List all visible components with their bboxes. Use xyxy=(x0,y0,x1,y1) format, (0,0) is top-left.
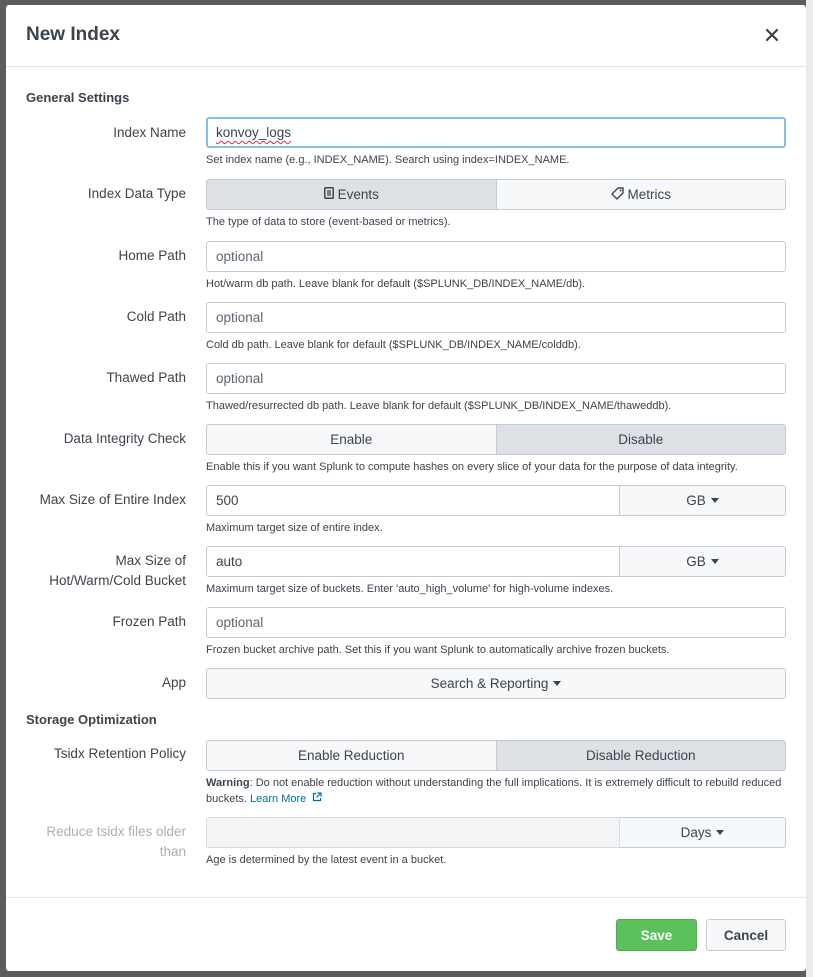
reduce-tsidx-unit-dropdown[interactable] xyxy=(620,817,786,848)
max-size-bucket-label xyxy=(6,551,186,591)
frozen-path-control xyxy=(206,607,786,638)
max-size-index-unit-label: GB xyxy=(686,493,706,508)
thawed-path-help: Thawed/resurrected db path. Leave blank for default ($SPLUNK_DB/INDEX_NAME/thaweddb). xyxy=(206,400,672,412)
index-name-label: Index Name xyxy=(113,125,186,140)
cold-path-label: Cold Path xyxy=(126,309,186,324)
reduce-tsidx-label-line2: than xyxy=(159,844,186,859)
tsidx-policy-warning xyxy=(206,775,786,807)
learn-more-label: Learn More xyxy=(250,793,307,805)
app-control xyxy=(206,668,786,699)
close-icon[interactable] xyxy=(764,27,780,43)
index-data-type-help: The type of data to store (event-based or metrics). xyxy=(206,216,451,228)
external-link-icon xyxy=(312,791,322,807)
max-size-bucket-unit-dropdown[interactable] xyxy=(620,546,786,577)
new-index-dialog xyxy=(6,5,806,971)
cancel-button[interactable]: Cancel xyxy=(706,919,786,951)
data-integrity-disable-button[interactable]: Disable xyxy=(497,424,787,455)
home-path-help: Hot/warm db path. Leave blank for default ($SPLUNK_DB/INDEX_NAME/db). xyxy=(206,278,586,290)
app-select-value: Search & Reporting xyxy=(430,676,549,691)
app-label: App xyxy=(161,675,186,690)
max-size-index-help: Maximum target size of entire index. xyxy=(206,522,383,534)
max-size-index-combo xyxy=(206,485,786,516)
page-backdrop xyxy=(806,0,813,977)
max-size-bucket-label-line1: Max Size of xyxy=(115,553,186,568)
chevron-down-icon xyxy=(711,498,719,503)
warning-label: Warning xyxy=(206,777,250,789)
save-button[interactable]: Save xyxy=(616,919,697,951)
events-option-button[interactable] xyxy=(206,179,497,210)
thawed-path-input[interactable]: optional xyxy=(206,363,786,394)
data-integrity-enable-button[interactable]: Enable xyxy=(206,424,497,455)
max-size-index-control xyxy=(206,485,786,516)
home-path-input[interactable]: optional xyxy=(206,241,786,272)
learn-more-link[interactable] xyxy=(250,793,322,805)
cold-path-help: Cold db path. Leave blank for default ($SPLUNK_DB/INDEX_NAME/colddb). xyxy=(206,339,581,351)
tsidx-policy-toggle xyxy=(206,740,786,771)
index-data-type-toggle xyxy=(206,179,786,210)
data-integrity-help: Enable this if you want Splunk to compute hashes on every slice of your data for the purpose of data integrity. xyxy=(206,461,738,473)
chevron-down-icon xyxy=(553,681,561,686)
index-name-control xyxy=(206,117,786,148)
reduce-tsidx-control xyxy=(206,817,786,848)
home-path-control xyxy=(206,241,786,272)
chevron-down-icon xyxy=(716,830,724,835)
dialog-header xyxy=(6,5,806,67)
max-size-bucket-label-line2: Hot/Warm/Cold Bucket xyxy=(49,573,186,588)
data-integrity-label: Data Integrity Check xyxy=(63,431,186,446)
events-option-label: Events xyxy=(337,187,379,202)
enable-reduction-button[interactable]: Enable Reduction xyxy=(206,740,497,771)
frozen-path-label: Frozen Path xyxy=(112,614,186,629)
chevron-down-icon xyxy=(711,559,719,564)
data-integrity-control xyxy=(206,424,786,455)
metrics-option-button[interactable] xyxy=(497,179,787,210)
max-size-index-label: Max Size of Entire Index xyxy=(39,492,186,507)
index-data-type-label: Index Data Type xyxy=(87,186,186,201)
tsidx-policy-label: Tsidx Retention Policy xyxy=(53,746,186,761)
cold-path-input[interactable]: optional xyxy=(206,302,786,333)
home-path-label: Home Path xyxy=(118,248,186,263)
index-name-input[interactable] xyxy=(206,117,786,148)
data-integrity-toggle xyxy=(206,424,786,455)
index-name-value: konvoy_logs xyxy=(216,125,292,140)
tag-icon xyxy=(611,187,624,203)
index-name-help: Set index name (e.g., INDEX_NAME). Search using index=INDEX_NAME. xyxy=(206,154,570,166)
thawed-path-control xyxy=(206,363,786,394)
max-size-bucket-help: Maximum target size of buckets. Enter 'auto_high_volume' for high-volume indexes. xyxy=(206,583,614,595)
max-size-bucket-control xyxy=(206,546,786,577)
reduce-tsidx-label xyxy=(6,822,186,862)
tsidx-policy-control xyxy=(206,740,786,771)
section-general-settings: General Settings xyxy=(26,90,130,105)
warning-text: : Do not enable reduction without understanding the full implications. It is extremely difficult to rebuild reduced buckets. xyxy=(206,777,782,805)
max-size-index-input[interactable]: 500 xyxy=(206,485,620,516)
max-size-bucket-unit-label: GB xyxy=(686,554,706,569)
max-size-bucket-combo xyxy=(206,546,786,577)
frozen-path-input[interactable]: optional xyxy=(206,607,786,638)
app-select-dropdown[interactable] xyxy=(206,668,786,699)
reduce-tsidx-combo xyxy=(206,817,786,848)
section-storage-optimization: Storage Optimization xyxy=(26,712,157,727)
disable-reduction-button[interactable]: Disable Reduction xyxy=(497,740,787,771)
dialog-title: New Index xyxy=(26,24,120,45)
index-data-type-control xyxy=(206,179,786,210)
reduce-tsidx-unit-label: Days xyxy=(680,825,712,840)
reduce-tsidx-help: Age is determined by the latest event in a bucket. xyxy=(206,854,447,866)
max-size-bucket-input[interactable]: auto xyxy=(206,546,620,577)
document-icon xyxy=(324,187,334,202)
thawed-path-label: Thawed Path xyxy=(106,370,186,385)
max-size-index-unit-dropdown[interactable] xyxy=(620,485,786,516)
reduce-tsidx-label-line1: Reduce tsidx files older xyxy=(46,824,186,839)
frozen-path-help: Frozen bucket archive path. Set this if you want Splunk to automatically archive frozen buckets. xyxy=(206,644,670,656)
reduce-tsidx-input[interactable] xyxy=(206,817,620,848)
dialog-footer xyxy=(6,897,806,971)
metrics-option-label: Metrics xyxy=(627,187,671,202)
cold-path-control xyxy=(206,302,786,333)
